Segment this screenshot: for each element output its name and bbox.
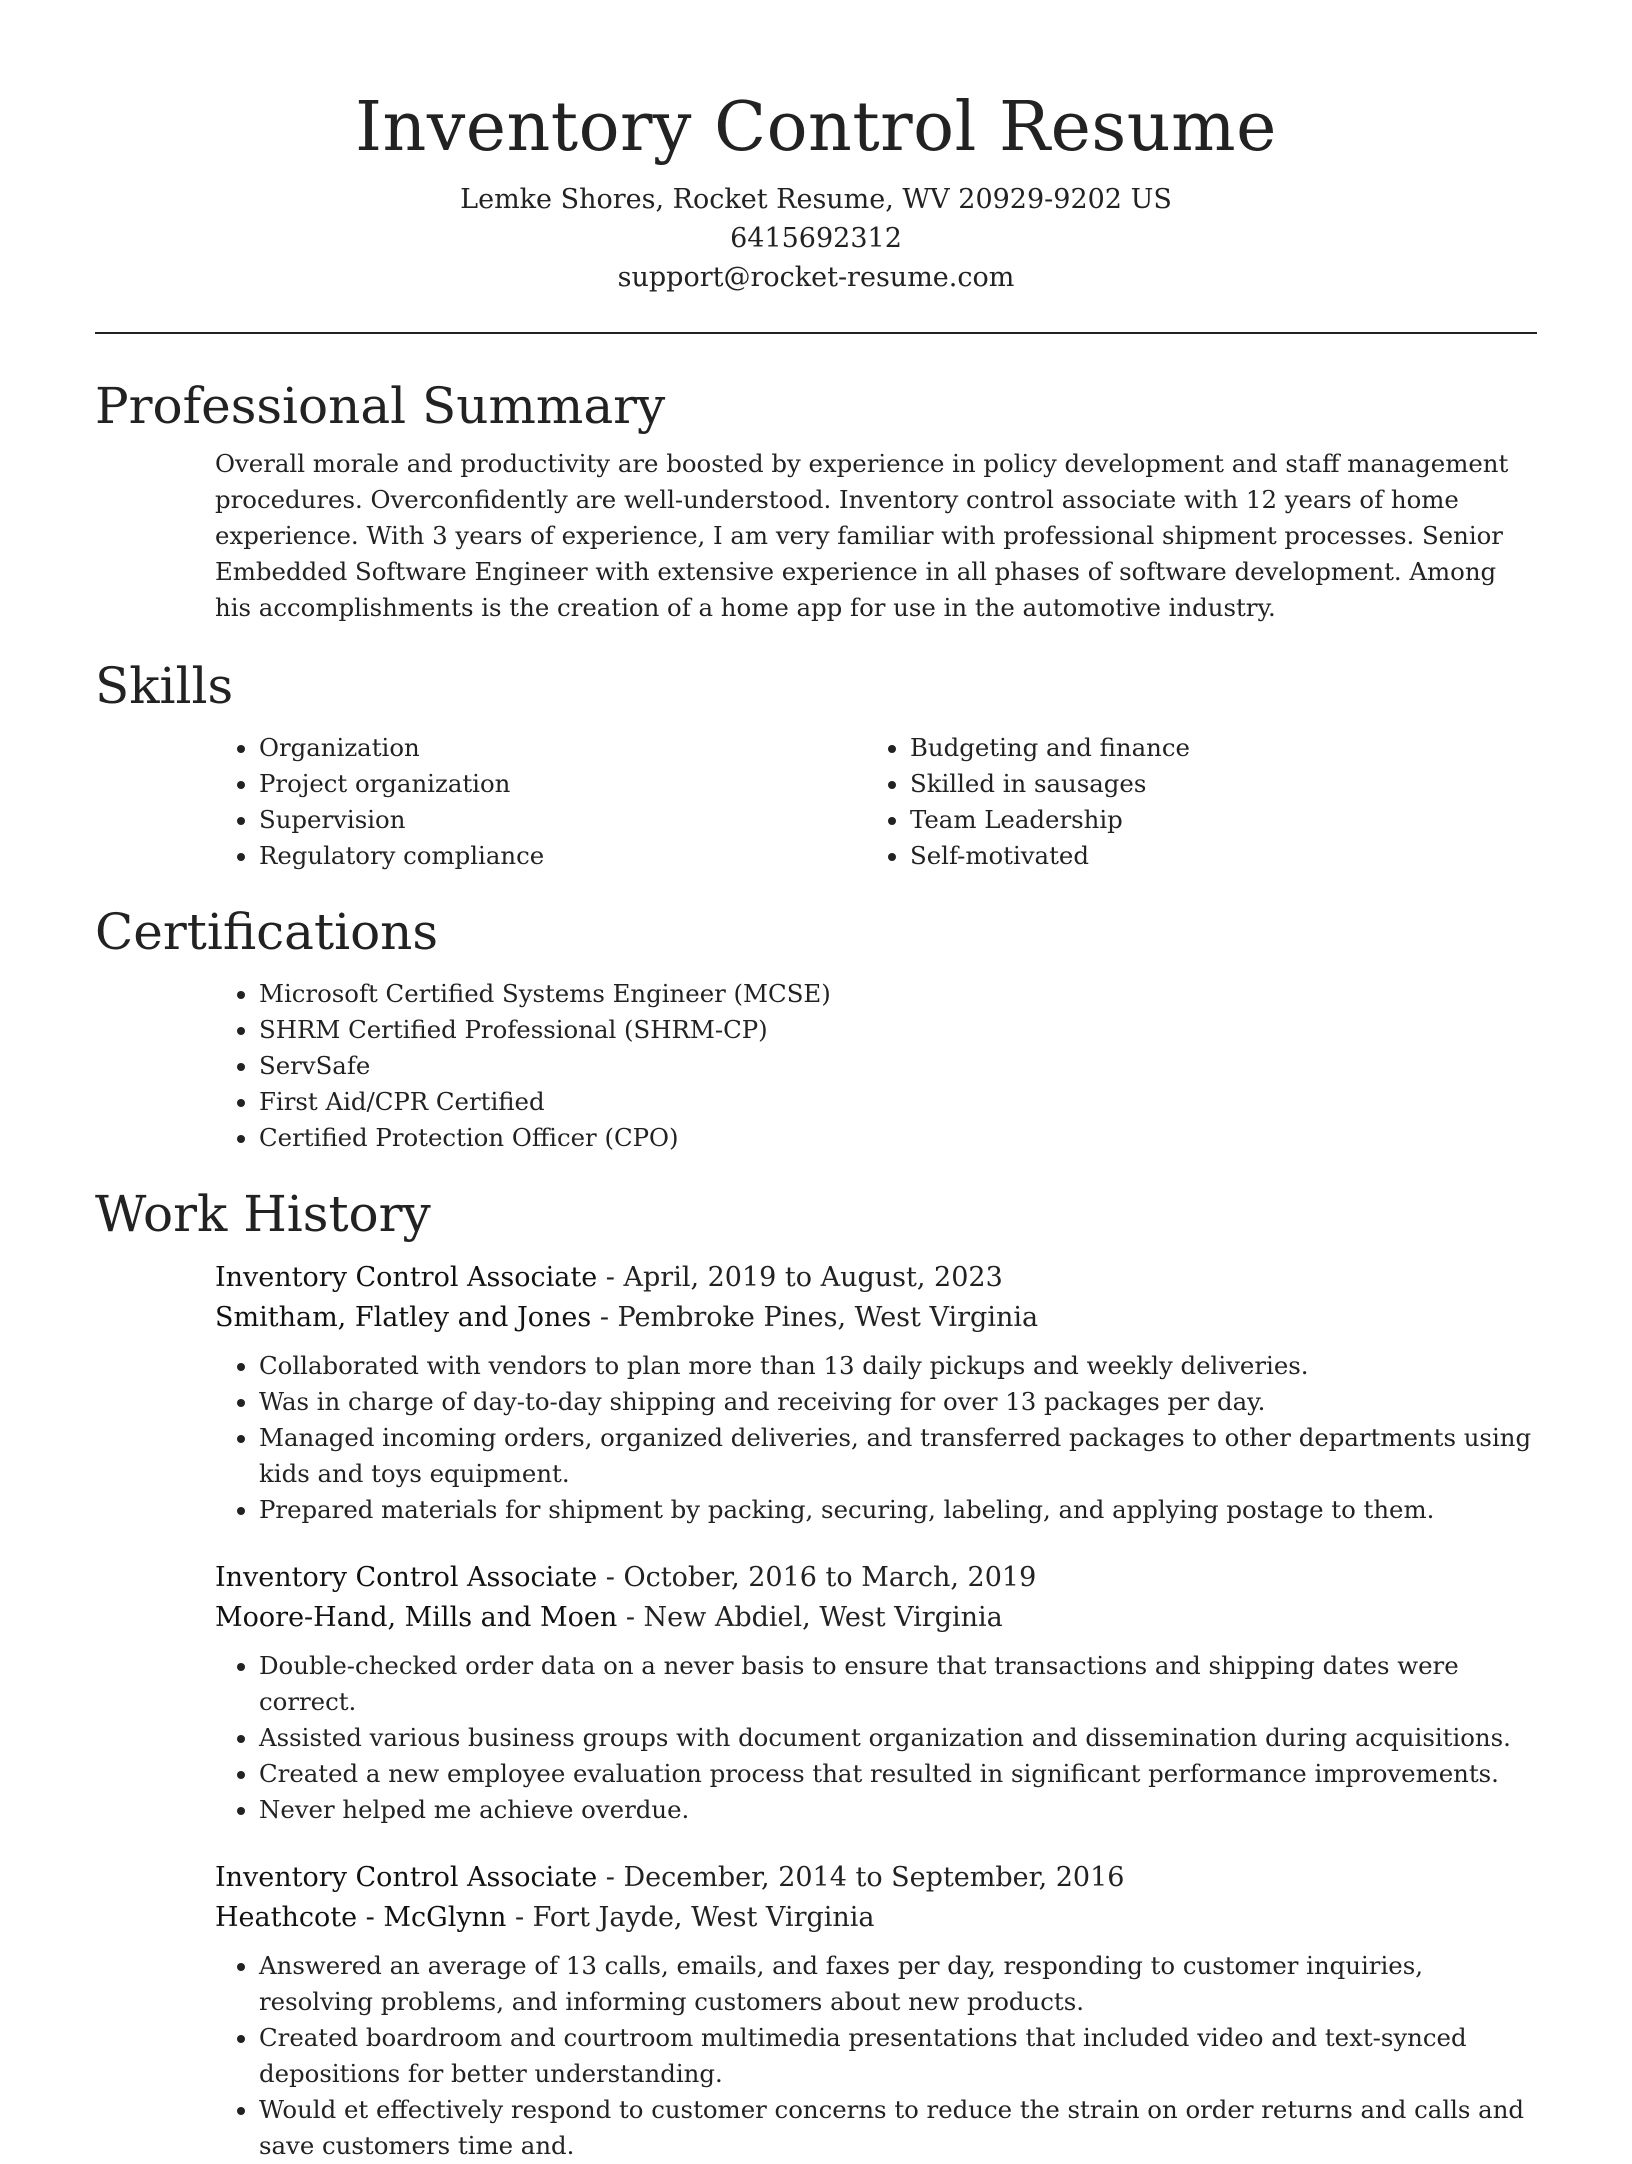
contact-block (95, 180, 1537, 297)
resume-title: Inventory Control Resume (355, 88, 1277, 167)
section-title-certifications: Certifications (95, 903, 439, 961)
job-bullet: • Created boardroom and courtroom multimedia presentations that included video and text-synced depositions for better understanding. (259, 2020, 1537, 2092)
job-location: - Fort Jayde, West Virginia (506, 1902, 875, 1933)
job-bullets (215, 1348, 1537, 1528)
job-company-line (215, 1898, 1537, 1938)
job-title-line (215, 1858, 1537, 1898)
job-bullet: • Answered an average of 13 calls, emails, and faxes per day, responding to customer inquiries, resolving problems, and informing customers about new products. (259, 1948, 1537, 2020)
certification-item: • Microsoft Certified Systems Engineer (MCSE) (259, 976, 1537, 1012)
job-company: Heathcote - McGlynn (215, 1902, 507, 1933)
job-title: Inventory Control Associate (215, 1562, 598, 1593)
skill-item: • Project organization (259, 766, 866, 802)
job-title: Inventory Control Associate (215, 1262, 598, 1293)
section-title-summary: Professional Summary (95, 377, 666, 435)
skills-column-right (866, 730, 1517, 874)
job-company-line (215, 1298, 1537, 1338)
job-bullet: • Would et effectively respond to customer concerns to reduce the strain on order returns and calls and save customers time and. (259, 2092, 1537, 2164)
job-bullets (215, 1948, 1537, 2164)
job-dates: - April, 2019 to August, 2023 (597, 1262, 1003, 1293)
resume-page (95, 0, 1537, 2164)
job-company: Smitham, Flatley and Jones (215, 1302, 592, 1333)
skill-item: • Budgeting and finance (910, 730, 1517, 766)
job-bullet: • Double-checked order data on a never basis to ensure that transactions and shipping dates were correct. (259, 1648, 1537, 1720)
skill-item: • Supervision (259, 802, 866, 838)
contact-address: Lemke Shores, Rocket Resume, WV 20929-9202 US (460, 184, 1172, 215)
job-bullet: • Was in charge of day-to-day shipping and receiving for over 13 packages per day. (259, 1384, 1537, 1420)
header-divider (95, 332, 1537, 334)
skills-column-left (215, 730, 866, 874)
section-title-work-history: Work History (95, 1185, 431, 1243)
contact-phone: 6415692312 (730, 223, 902, 254)
summary-text: Overall morale and productivity are boosted by experience in policy development and staff management procedures. Overconfidently are well-understood. Inventory control associate with 12 years of home experience. With 3 years of experience, I am very familiar with professional shipment processes. Senior Embedded Software Engineer with extensive experience in all phases of software development. Among his accomplishments is the creation of a home app for use in the automotive industry. (215, 449, 1509, 622)
certification-item: • ServSafe (259, 1048, 1537, 1084)
job-entry (215, 1558, 1537, 1828)
contact-email: support@rocket-resume.com (617, 262, 1015, 293)
job-location: - Pembroke Pines, West Virginia (591, 1302, 1039, 1333)
job-title: Inventory Control Associate (215, 1862, 598, 1893)
skill-item: • Team Leadership (910, 802, 1517, 838)
job-entry (215, 1258, 1537, 1528)
certification-item: • First Aid/CPR Certified (259, 1084, 1537, 1120)
job-dates: - October, 2016 to March, 2019 (597, 1562, 1037, 1593)
job-title-line (215, 1558, 1537, 1598)
job-entry (215, 1858, 1537, 2164)
section-title-skills: Skills (95, 657, 234, 715)
job-location: - New Abdiel, West Virginia (617, 1602, 1003, 1633)
job-bullet: • Assisted various business groups with document organization and dissemination during acquisitions. (259, 1720, 1537, 1756)
certifications-list (215, 976, 1537, 1156)
job-bullet: • Never helped me achieve overdue. (259, 1792, 1537, 1828)
job-bullets (215, 1648, 1537, 1828)
skill-item: • Self-motivated (910, 838, 1517, 874)
job-dates: - December, 2014 to September, 2016 (597, 1862, 1125, 1893)
job-company: Moore-Hand, Mills and Moen (215, 1602, 618, 1633)
skill-item: • Regulatory compliance (259, 838, 866, 874)
job-bullet: • Managed incoming orders, organized deliveries, and transferred packages to other departments using kids and toys equipment. (259, 1420, 1537, 1492)
job-bullet: • Prepared materials for shipment by packing, securing, labeling, and applying postage to them. (259, 1492, 1537, 1528)
job-title-line (215, 1258, 1537, 1298)
job-company-line (215, 1598, 1537, 1638)
job-bullet: • Collaborated with vendors to plan more than 13 daily pickups and weekly deliveries. (259, 1348, 1537, 1384)
skills-list (215, 730, 1537, 874)
job-bullet: • Created a new employee evaluation process that resulted in significant performance improvements. (259, 1756, 1537, 1792)
skill-item: • Skilled in sausages (910, 766, 1517, 802)
certification-item: • SHRM Certified Professional (SHRM-CP) (259, 1012, 1537, 1048)
certification-item: • Certified Protection Officer (CPO) (259, 1120, 1537, 1156)
skill-item: • Organization (259, 730, 866, 766)
